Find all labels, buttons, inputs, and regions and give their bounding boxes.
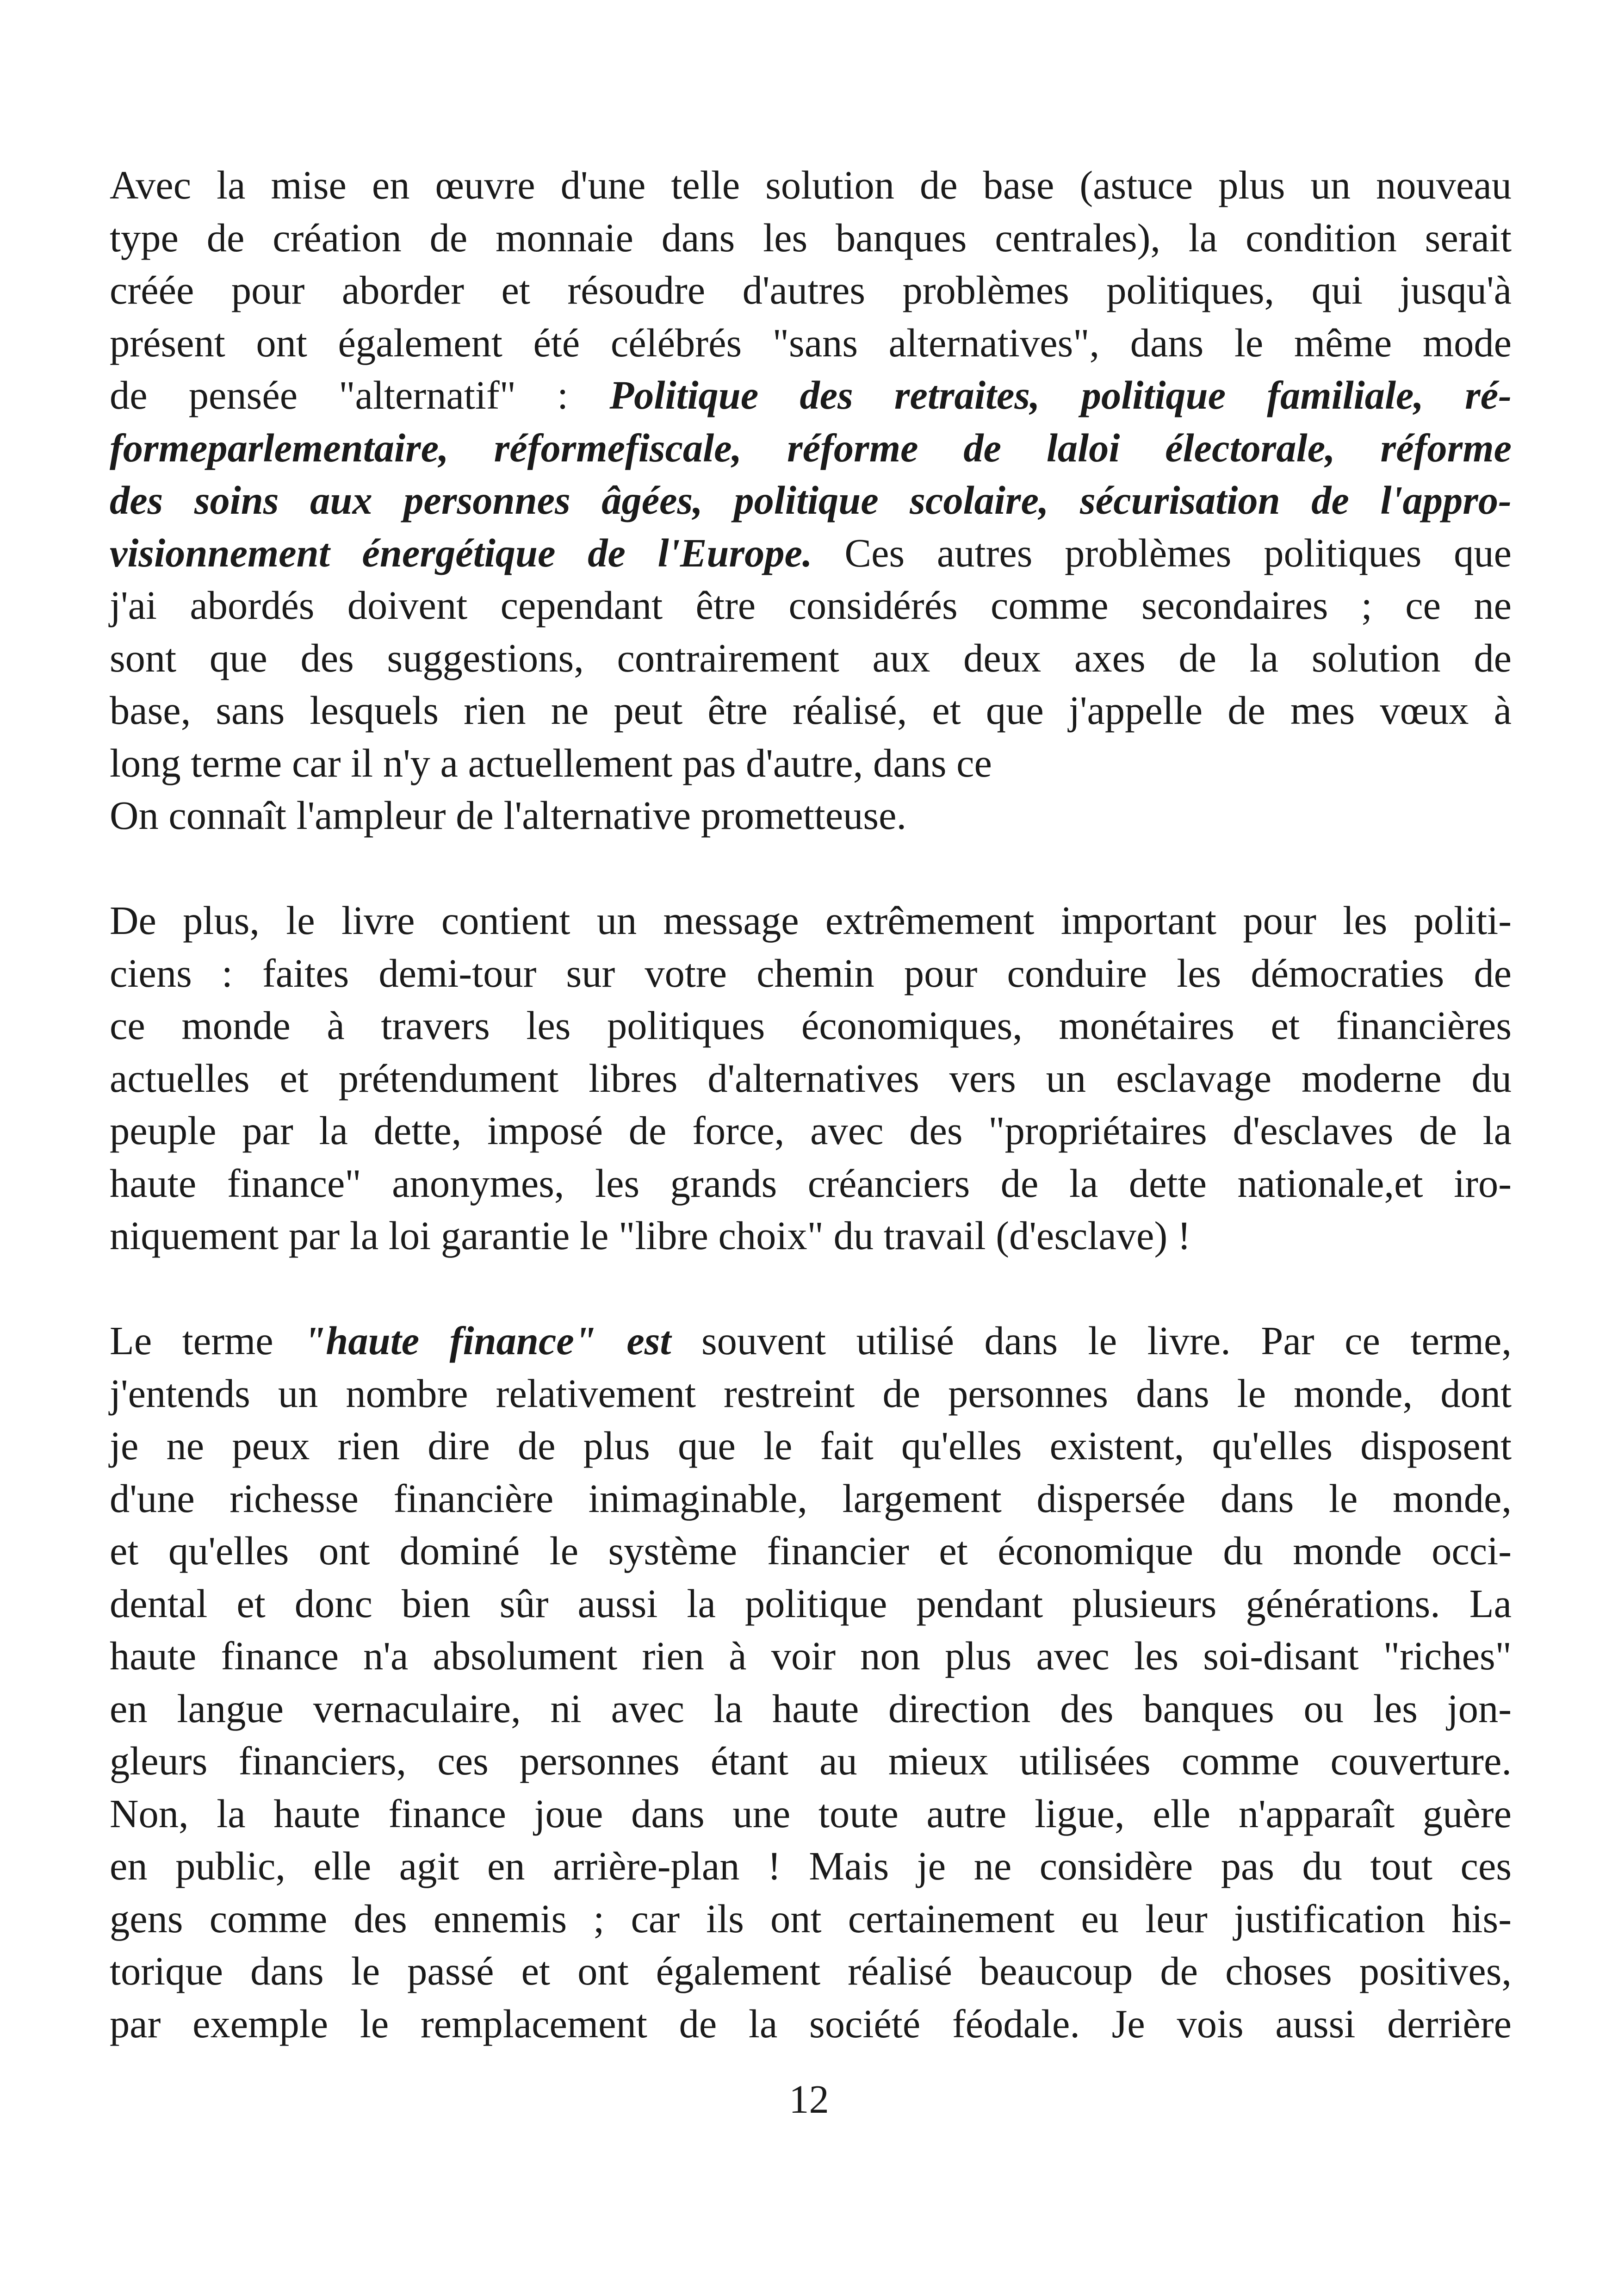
text-line <box>110 1525 1512 1578</box>
page-number: 12 <box>789 2077 829 2122</box>
body-text: haute finance" anonymes, les grands créanciers de la dette nationale,et iro- <box>110 1161 1512 1206</box>
body-text: Avec la mise en œuvre d'une telle solution de base (astuce plus un nouveau <box>110 163 1512 207</box>
body-text: haute finance n'a absolument rien à voir non plus avec les soi-disant "riches" <box>110 1634 1512 1678</box>
emphasis-text: "haute finance" est <box>304 1319 671 1363</box>
body-text: et qu'elles ont dominé le système financier et économique du monde occi- <box>110 1529 1512 1573</box>
text-line <box>110 1578 1512 1630</box>
text-line <box>110 1000 1512 1052</box>
text-line <box>110 527 1512 580</box>
text-line <box>110 1210 1512 1263</box>
text-line <box>110 1473 1512 1525</box>
text-line <box>110 1157 1512 1210</box>
text-line <box>110 895 1512 947</box>
text-line <box>110 1788 1512 1841</box>
text-line <box>110 369 1512 422</box>
paragraph <box>110 895 1512 1263</box>
emphasis-text: visionnement énergétique de l'Europe. <box>110 530 812 575</box>
text-line <box>110 474 1512 527</box>
text-line <box>110 212 1512 265</box>
emphasis-text: des soins aux personnes âgées, politique scolaire, sécurisation de l'appro- <box>110 478 1512 523</box>
body-text: j'entends un nombre relativement restreint de personnes dans le monde, dont <box>110 1371 1512 1416</box>
text-line <box>110 317 1512 370</box>
body-text: Ces autres problèmes politiques que <box>812 530 1512 575</box>
text-line <box>110 1893 1512 1946</box>
text-line <box>110 1945 1512 1998</box>
body-text: long terme car il n'y a actuellement pas d'autre, dans ce <box>110 740 992 785</box>
body-text: Non, la haute finance joue dans une toute autre ligue, elle n'apparaît guère <box>110 1791 1512 1836</box>
document-body <box>110 159 1512 2103</box>
body-text: torique dans le passé et ont également réalisé beaucoup de choses positives, <box>110 1949 1512 1993</box>
text-line <box>110 1998 1512 2051</box>
text-line <box>110 1105 1512 1157</box>
text-line <box>110 1735 1512 1788</box>
paragraph <box>110 159 1512 842</box>
body-text: dental et donc bien sûr aussi la politique pendant plusieurs générations. La <box>110 1581 1512 1626</box>
body-text: en public, elle agit en arrière-plan ! Mais je ne considère pas du tout ces <box>110 1844 1512 1888</box>
text-line <box>110 1420 1512 1473</box>
text-line <box>110 1368 1512 1420</box>
body-text: Le terme <box>110 1319 304 1363</box>
text-line <box>110 790 1512 842</box>
body-text: De plus, le livre contient un message extrêmement important pour les politi- <box>110 898 1512 943</box>
text-line <box>110 1630 1512 1683</box>
body-text: type de création de monnaie dans les banques centrales), la condition serait <box>110 215 1512 260</box>
body-text: j'ai abordés doivent cependant être considérés comme secondaires ; ce ne <box>110 583 1512 628</box>
body-text: par exemple le remplacement de la société féodale. Je vois aussi derrière <box>110 2001 1512 2046</box>
body-text: base, sans lesquels rien ne peut être réalisé, et que j'appelle de mes vœux à <box>110 688 1512 733</box>
body-text: gens comme des ennemis ; car ils ont certainement eu leur justification his- <box>110 1896 1512 1941</box>
body-text: présent ont également été célébrés "sans alternatives", dans le même mode <box>110 320 1512 365</box>
text-line <box>110 1315 1512 1368</box>
text-line <box>110 264 1512 317</box>
text-line <box>110 159 1512 212</box>
body-text: sont que des suggestions, contrairement aux deux axes de la solution de <box>110 635 1512 680</box>
body-text: peuple par la dette, imposé de force, avec des "propriétaires d'esclaves de la <box>110 1108 1512 1153</box>
body-text: souvent utilisé dans le livre. Par ce terme, <box>671 1319 1512 1363</box>
text-line <box>110 1683 1512 1736</box>
paragraph <box>110 1315 1512 2050</box>
body-text: gleurs financiers, ces personnes étant au mieux utilisées comme couverture. <box>110 1739 1512 1783</box>
body-text: ciens : faites demi-tour sur votre chemin pour conduire les démocraties de <box>110 951 1512 996</box>
body-text: niquement par la loi garantie le "libre choix" du travail (d'esclave) ! <box>110 1213 1191 1258</box>
body-text: d'une richesse financière inimaginable, largement dispersée dans le monde, <box>110 1476 1512 1521</box>
body-text: ce monde à travers les politiques économiques, monétaires et financières <box>110 1003 1512 1048</box>
body-text: je ne peux rien dire de plus que le fait qu'elles existent, qu'elles disposent <box>110 1424 1512 1468</box>
body-text: créée pour aborder et résoudre d'autres problèmes politiques, qui jusqu'à <box>110 268 1512 312</box>
text-line <box>110 947 1512 1000</box>
body-text: de pensée "alternatif" : <box>110 373 610 417</box>
text-line <box>110 684 1512 737</box>
text-line <box>110 1840 1512 1893</box>
emphasis-text: formeparlementaire, réformefiscale, réforme de laloi électorale, réforme <box>110 425 1512 470</box>
body-text: On connaît l'ampleur de l'alternative prometteuse. <box>110 793 907 838</box>
body-text: actuelles et prétendument libres d'alternatives vers un esclavage moderne du <box>110 1056 1512 1101</box>
text-line <box>110 579 1512 632</box>
emphasis-text: Politique des retraites, politique familiale, ré- <box>609 373 1512 417</box>
body-text: en langue vernaculaire, ni avec la haute direction des banques ou les jon- <box>110 1686 1512 1731</box>
text-line <box>110 632 1512 685</box>
text-line <box>110 422 1512 475</box>
text-line <box>110 1052 1512 1105</box>
text-line <box>110 737 1512 790</box>
